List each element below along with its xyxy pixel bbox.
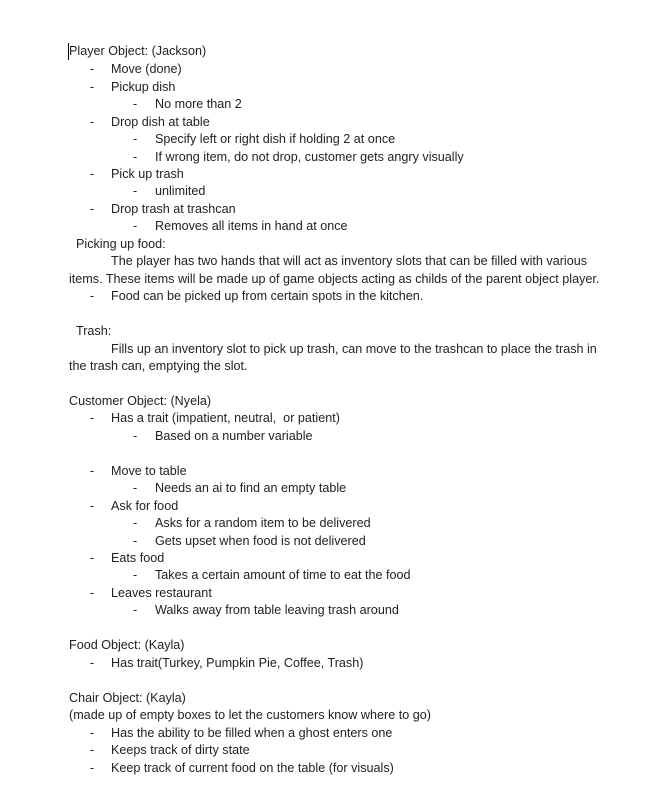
bullet-dash: - xyxy=(90,726,95,740)
bullet-dash: - xyxy=(90,115,95,129)
food-heading: Food Object: (Kayla) xyxy=(69,638,185,652)
bullet-dash: - xyxy=(133,516,138,530)
player-heading: Player Object: (Jackson) xyxy=(69,44,207,58)
trash-paragraph-line: the trash can, emptying the slot. xyxy=(69,359,248,373)
food-spots-item: Food can be picked up from certain spots in the kitchen. xyxy=(111,289,424,303)
bullet-dash: - xyxy=(90,586,95,600)
chair-current-food-item: Keep track of current food on the table (for visuals) xyxy=(111,761,394,775)
player-unlimited-item: unlimited xyxy=(155,184,206,198)
customer-needs-ai-item: Needs an ai to find an empty table xyxy=(155,481,347,495)
bullet-dash: - xyxy=(90,411,95,425)
picking-food-paragraph-line: The player has two hands that will act as inventory slots that can be filled with various xyxy=(111,254,588,268)
bullet-dash: - xyxy=(90,743,95,757)
chair-ghost-item: Has the ability to be filled when a ghost enters one xyxy=(111,726,393,740)
picking-food-heading: Picking up food: xyxy=(76,237,166,251)
bullet-dash: - xyxy=(133,97,138,111)
customer-walks-away-item: Walks away from table leaving trash around xyxy=(155,603,399,617)
bullet-dash: - xyxy=(133,219,138,233)
customer-trait-item: Has a trait (impatient, neutral, or patient) xyxy=(111,411,340,425)
customer-takes-time-item: Takes a certain amount of time to eat the food xyxy=(155,568,411,582)
bullet-dash: - xyxy=(90,62,95,76)
bullet-dash: - xyxy=(90,167,95,181)
bullet-dash: - xyxy=(133,481,138,495)
player-drop-dish-item: Drop dish at table xyxy=(111,115,210,129)
food-trait-item: Has trait(Turkey, Pumpkin Pie, Coffee, Trash) xyxy=(111,656,364,670)
customer-heading: Customer Object: (Nyela) xyxy=(69,394,212,408)
bullet-dash: - xyxy=(133,429,138,443)
customer-leaves-item: Leaves restaurant xyxy=(111,586,212,600)
bullet-dash: - xyxy=(90,761,95,775)
customer-based-on-item: Based on a number variable xyxy=(155,429,313,443)
customer-asks-random-item: Asks for a random item to be delivered xyxy=(155,516,371,530)
customer-ask-food-item: Ask for food xyxy=(111,499,179,513)
bullet-dash: - xyxy=(133,132,138,146)
chair-subheading: (made up of empty boxes to let the customers know where to go) xyxy=(69,708,431,722)
bullet-dash: - xyxy=(133,568,138,582)
chair-dirty-item: Keeps track of dirty state xyxy=(111,743,250,757)
picking-food-paragraph-line: items. These items will be made up of game objects acting as childs of the parent object player. xyxy=(69,272,600,286)
bullet-dash: - xyxy=(133,184,138,198)
player-move-item: Move (done) xyxy=(111,62,182,76)
bullet-dash: - xyxy=(90,499,95,513)
trash-heading: Trash: xyxy=(76,324,112,338)
player-wrong-item: If wrong item, do not drop, customer gets angry visually xyxy=(155,150,464,164)
bullet-dash: - xyxy=(90,551,95,565)
bullet-dash: - xyxy=(90,202,95,216)
player-pickup-dish-item: Pickup dish xyxy=(111,80,176,94)
customer-move-to-table-item: Move to table xyxy=(111,464,187,478)
bullet-dash: - xyxy=(133,150,138,164)
player-removes-all-item: Removes all items in hand at once xyxy=(155,219,348,233)
player-no-more-than-2-item: No more than 2 xyxy=(155,97,242,111)
bullet-dash: - xyxy=(90,289,95,303)
bullet-dash: - xyxy=(90,656,95,670)
bullet-dash: - xyxy=(90,464,95,478)
player-specify-item: Specify left or right dish if holding 2 at once xyxy=(155,132,396,146)
bullet-dash: - xyxy=(133,603,138,617)
player-drop-trash-item: Drop trash at trashcan xyxy=(111,202,236,216)
trash-paragraph-line: Fills up an inventory slot to pick up trash, can move to the trashcan to place the trash in xyxy=(111,342,597,356)
bullet-dash: - xyxy=(133,534,138,548)
player-pick-up-trash-item: Pick up trash xyxy=(111,167,184,181)
chair-heading: Chair Object: (Kayla) xyxy=(69,691,186,705)
customer-gets-upset-item: Gets upset when food is not delivered xyxy=(155,534,366,548)
bullet-dash: - xyxy=(90,80,95,94)
customer-eats-food-item: Eats food xyxy=(111,551,165,565)
